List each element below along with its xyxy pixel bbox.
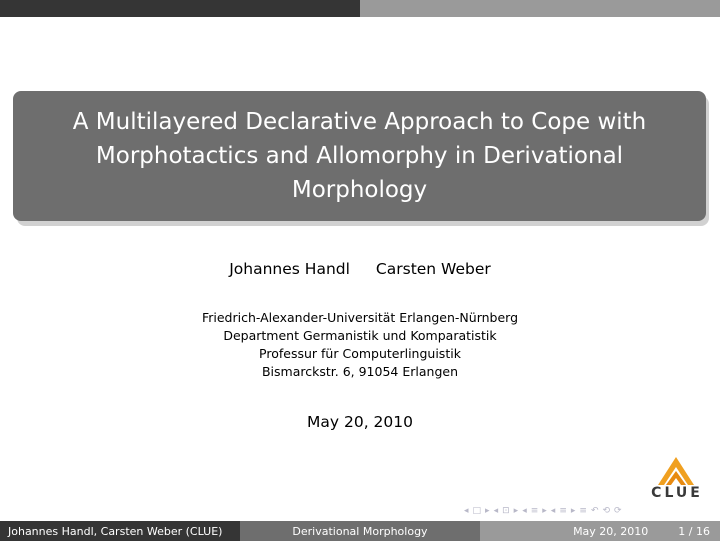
nav-search-forward-icon[interactable]: ⟳ xyxy=(614,506,622,516)
affiliation-line-2: Department Germanistik und Komparatistik xyxy=(223,328,497,343)
nav-section-icon[interactable]: ≡ xyxy=(530,506,539,516)
affiliation-line-1: Friedrich-Alexander-Universität Erlangen-Nürnberg xyxy=(201,310,519,325)
nav-back-icon[interactable]: ↶ xyxy=(590,506,599,516)
nav-toc-icon[interactable]: ≡ xyxy=(579,506,587,516)
affiliation-line-4: Bismarckstr. 6, 91054 Erlangen xyxy=(261,364,458,379)
title-line-2: Morphotactics and Allomorphy in Derivational xyxy=(95,143,624,169)
author-2: Carsten Weber xyxy=(375,260,491,278)
nav-frame-icon[interactable]: □ xyxy=(472,506,482,516)
footer xyxy=(0,521,720,541)
top-progress-bar xyxy=(0,0,720,17)
title-box xyxy=(13,91,706,221)
nav-doc-next-icon[interactable]: ▸ xyxy=(570,506,576,516)
nav-section-prev-icon[interactable]: ◂ xyxy=(522,506,527,516)
nav-doc-prev-icon[interactable]: ◂ xyxy=(550,506,556,516)
footer-title: Derivational Morphology xyxy=(240,521,480,541)
footer-authors: Johannes Handl, Carsten Weber (CLUE) xyxy=(0,521,240,541)
nav-subsection-prev-icon[interactable]: ◂ xyxy=(493,506,499,516)
nav-search-back-icon[interactable]: ⟲ xyxy=(602,506,611,516)
page-number: 1 / 16 xyxy=(678,524,710,538)
nav-doc-icon[interactable]: ≡ xyxy=(559,506,567,516)
navigation-symbols[interactable] xyxy=(464,506,622,516)
title-line-3: Morphology xyxy=(291,177,428,203)
top-bar-left-segment xyxy=(0,0,360,17)
nav-subsection-icon[interactable]: ⊡ xyxy=(502,506,510,516)
nav-subsection-next-icon[interactable]: ▸ xyxy=(513,506,519,516)
nav-frame-next-icon[interactable]: ▸ xyxy=(485,506,490,516)
author-1: Johannes Handl xyxy=(229,260,350,278)
clue-logo-text: CLUE xyxy=(651,485,703,501)
presentation-date: May 20, 2010 xyxy=(307,413,413,431)
affiliation xyxy=(0,309,720,381)
authors xyxy=(0,260,720,278)
nav-section-next-icon[interactable]: ▸ xyxy=(542,506,547,516)
title-line-1: A Multilayered Declarative Approach to Cope with xyxy=(72,109,647,135)
footer-date: May 20, 2010 xyxy=(573,524,649,538)
nav-frame-prev-icon[interactable]: ◂ xyxy=(464,506,469,516)
affiliation-line-3: Professur für Computerlinguistik xyxy=(259,346,461,361)
footer-right xyxy=(480,521,720,541)
top-bar-right-segment xyxy=(360,0,720,17)
